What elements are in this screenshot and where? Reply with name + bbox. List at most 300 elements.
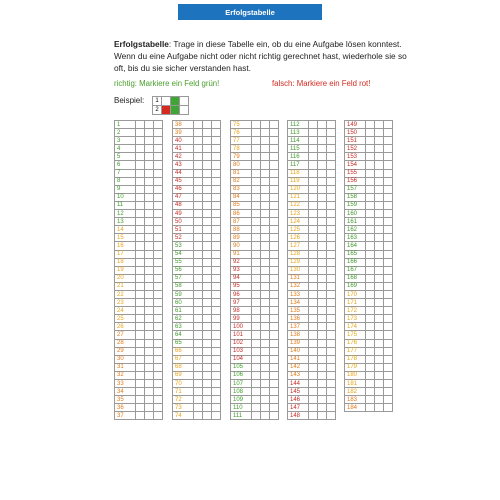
result-cell[interactable]: [154, 355, 163, 363]
result-cell[interactable]: [375, 226, 384, 234]
result-cell[interactable]: [366, 226, 375, 234]
result-cell[interactable]: [270, 121, 279, 129]
result-cell[interactable]: [384, 185, 393, 193]
result-cell[interactable]: [203, 137, 212, 145]
result-cell[interactable]: [327, 201, 336, 209]
result-cell[interactable]: [318, 129, 327, 137]
result-cell[interactable]: [375, 242, 384, 250]
result-cell[interactable]: [145, 380, 154, 388]
result-cell[interactable]: [212, 226, 221, 234]
result-cell[interactable]: [194, 323, 203, 331]
result-cell[interactable]: [261, 185, 270, 193]
result-cell[interactable]: [252, 234, 261, 242]
result-cell[interactable]: [270, 201, 279, 209]
result-cell[interactable]: [327, 218, 336, 226]
result-cell[interactable]: [327, 315, 336, 323]
result-cell[interactable]: [252, 355, 261, 363]
result-cell[interactable]: [318, 169, 327, 177]
result-cell[interactable]: [194, 371, 203, 379]
result-cell[interactable]: [145, 153, 154, 161]
result-cell[interactable]: [375, 201, 384, 209]
result-cell[interactable]: [318, 242, 327, 250]
result-cell[interactable]: [318, 290, 327, 298]
result-cell[interactable]: [270, 137, 279, 145]
result-cell[interactable]: [212, 347, 221, 355]
result-cell[interactable]: [194, 210, 203, 218]
result-cell[interactable]: [261, 363, 270, 371]
result-cell[interactable]: [318, 299, 327, 307]
result-cell[interactable]: [318, 266, 327, 274]
result-cell[interactable]: [145, 404, 154, 412]
result-cell[interactable]: [384, 339, 393, 347]
result-cell[interactable]: [252, 193, 261, 201]
result-cell[interactable]: [375, 266, 384, 274]
result-cell[interactable]: [261, 242, 270, 250]
result-cell[interactable]: [203, 121, 212, 129]
result-cell[interactable]: [145, 226, 154, 234]
result-cell[interactable]: [261, 331, 270, 339]
result-cell[interactable]: [203, 299, 212, 307]
result-cell[interactable]: [212, 380, 221, 388]
result-cell[interactable]: [145, 388, 154, 396]
result-cell[interactable]: [384, 299, 393, 307]
result-cell[interactable]: [327, 234, 336, 242]
result-cell[interactable]: [203, 218, 212, 226]
result-cell[interactable]: [203, 185, 212, 193]
result-cell[interactable]: [384, 404, 393, 412]
result-cell[interactable]: [261, 404, 270, 412]
result-cell[interactable]: [366, 282, 375, 290]
result-cell[interactable]: [270, 307, 279, 315]
result-cell[interactable]: [375, 177, 384, 185]
result-cell[interactable]: [327, 193, 336, 201]
result-cell[interactable]: [384, 347, 393, 355]
result-cell[interactable]: [318, 380, 327, 388]
result-cell[interactable]: [136, 396, 145, 404]
result-cell[interactable]: [212, 177, 221, 185]
result-cell[interactable]: [366, 121, 375, 129]
result-cell[interactable]: [309, 129, 318, 137]
result-cell[interactable]: [327, 169, 336, 177]
result-cell[interactable]: [270, 380, 279, 388]
result-cell[interactable]: [145, 137, 154, 145]
result-cell[interactable]: [212, 137, 221, 145]
result-cell[interactable]: [212, 371, 221, 379]
result-cell[interactable]: [203, 371, 212, 379]
result-cell[interactable]: [203, 201, 212, 209]
result-cell[interactable]: [327, 388, 336, 396]
result-cell[interactable]: [136, 242, 145, 250]
result-cell[interactable]: [327, 266, 336, 274]
result-cell[interactable]: [136, 363, 145, 371]
result-cell[interactable]: [145, 363, 154, 371]
result-cell[interactable]: [366, 371, 375, 379]
result-cell[interactable]: [309, 169, 318, 177]
result-cell[interactable]: [194, 290, 203, 298]
result-cell[interactable]: [366, 355, 375, 363]
result-cell[interactable]: [203, 177, 212, 185]
result-cell[interactable]: [212, 121, 221, 129]
result-cell[interactable]: [203, 226, 212, 234]
result-cell[interactable]: [154, 161, 163, 169]
result-cell[interactable]: [366, 145, 375, 153]
result-cell[interactable]: [154, 290, 163, 298]
result-cell[interactable]: [154, 185, 163, 193]
result-cell[interactable]: [384, 169, 393, 177]
result-cell[interactable]: [154, 153, 163, 161]
result-cell[interactable]: [252, 145, 261, 153]
result-cell[interactable]: [375, 282, 384, 290]
result-cell[interactable]: [270, 210, 279, 218]
result-cell[interactable]: [261, 380, 270, 388]
result-cell[interactable]: [309, 388, 318, 396]
result-cell[interactable]: [136, 274, 145, 282]
result-cell[interactable]: [136, 169, 145, 177]
result-cell[interactable]: [154, 169, 163, 177]
result-cell[interactable]: [203, 258, 212, 266]
result-cell[interactable]: [375, 185, 384, 193]
result-cell[interactable]: [261, 355, 270, 363]
result-cell[interactable]: [252, 218, 261, 226]
result-cell[interactable]: [212, 339, 221, 347]
result-cell[interactable]: [318, 404, 327, 412]
result-cell[interactable]: [194, 137, 203, 145]
result-cell[interactable]: [252, 339, 261, 347]
result-cell[interactable]: [309, 363, 318, 371]
result-cell[interactable]: [145, 290, 154, 298]
result-cell[interactable]: [318, 274, 327, 282]
result-cell[interactable]: [154, 331, 163, 339]
result-cell[interactable]: [252, 250, 261, 258]
result-cell[interactable]: [261, 250, 270, 258]
result-cell[interactable]: [384, 396, 393, 404]
result-cell[interactable]: [384, 218, 393, 226]
result-cell[interactable]: [136, 210, 145, 218]
result-cell[interactable]: [327, 396, 336, 404]
result-cell[interactable]: [375, 323, 384, 331]
result-cell[interactable]: [194, 121, 203, 129]
result-cell[interactable]: [212, 258, 221, 266]
result-cell[interactable]: [270, 193, 279, 201]
result-cell[interactable]: [261, 121, 270, 129]
result-cell[interactable]: [384, 274, 393, 282]
result-cell[interactable]: [154, 242, 163, 250]
result-cell[interactable]: [136, 226, 145, 234]
result-cell[interactable]: [318, 218, 327, 226]
result-cell[interactable]: [318, 258, 327, 266]
result-cell[interactable]: [136, 323, 145, 331]
result-cell[interactable]: [252, 169, 261, 177]
result-cell[interactable]: [375, 129, 384, 137]
result-cell[interactable]: [252, 371, 261, 379]
result-cell[interactable]: [154, 226, 163, 234]
result-cell[interactable]: [194, 226, 203, 234]
result-cell[interactable]: [261, 388, 270, 396]
result-cell[interactable]: [366, 331, 375, 339]
result-cell[interactable]: [136, 129, 145, 137]
result-cell[interactable]: [203, 388, 212, 396]
result-cell[interactable]: [375, 299, 384, 307]
result-cell[interactable]: [366, 315, 375, 323]
result-cell[interactable]: [309, 315, 318, 323]
result-cell[interactable]: [261, 258, 270, 266]
result-cell[interactable]: [366, 250, 375, 258]
result-cell[interactable]: [154, 234, 163, 242]
result-cell[interactable]: [194, 201, 203, 209]
result-cell[interactable]: [366, 218, 375, 226]
result-cell[interactable]: [375, 210, 384, 218]
result-cell[interactable]: [384, 323, 393, 331]
result-cell[interactable]: [366, 396, 375, 404]
result-cell[interactable]: [136, 307, 145, 315]
result-cell[interactable]: [194, 363, 203, 371]
result-cell[interactable]: [203, 274, 212, 282]
result-cell[interactable]: [203, 347, 212, 355]
result-cell[interactable]: [327, 371, 336, 379]
result-cell[interactable]: [252, 129, 261, 137]
result-cell[interactable]: [270, 242, 279, 250]
result-cell[interactable]: [154, 282, 163, 290]
result-cell[interactable]: [384, 193, 393, 201]
result-cell[interactable]: [309, 323, 318, 331]
result-cell[interactable]: [327, 242, 336, 250]
result-cell[interactable]: [261, 266, 270, 274]
result-cell[interactable]: [384, 266, 393, 274]
result-cell[interactable]: [252, 210, 261, 218]
result-cell[interactable]: [309, 274, 318, 282]
result-cell[interactable]: [136, 331, 145, 339]
result-cell[interactable]: [270, 218, 279, 226]
result-cell[interactable]: [270, 323, 279, 331]
result-cell[interactable]: [145, 258, 154, 266]
result-cell[interactable]: [270, 234, 279, 242]
result-cell[interactable]: [136, 388, 145, 396]
result-cell[interactable]: [212, 242, 221, 250]
result-cell[interactable]: [154, 315, 163, 323]
result-cell[interactable]: [212, 266, 221, 274]
result-cell[interactable]: [270, 339, 279, 347]
result-cell[interactable]: [270, 363, 279, 371]
result-cell[interactable]: [366, 266, 375, 274]
result-cell[interactable]: [252, 282, 261, 290]
result-cell[interactable]: [136, 266, 145, 274]
result-cell[interactable]: [203, 339, 212, 347]
result-cell[interactable]: [194, 396, 203, 404]
result-cell[interactable]: [136, 121, 145, 129]
result-cell[interactable]: [252, 412, 261, 420]
result-cell[interactable]: [309, 193, 318, 201]
result-cell[interactable]: [309, 185, 318, 193]
result-cell[interactable]: [136, 290, 145, 298]
result-cell[interactable]: [203, 161, 212, 169]
result-cell[interactable]: [203, 234, 212, 242]
result-cell[interactable]: [136, 347, 145, 355]
result-cell[interactable]: [203, 145, 212, 153]
result-cell[interactable]: [318, 201, 327, 209]
result-cell[interactable]: [318, 396, 327, 404]
result-cell[interactable]: [327, 347, 336, 355]
result-cell[interactable]: [261, 307, 270, 315]
result-cell[interactable]: [194, 193, 203, 201]
result-cell[interactable]: [327, 161, 336, 169]
result-cell[interactable]: [327, 404, 336, 412]
result-cell[interactable]: [375, 380, 384, 388]
result-cell[interactable]: [212, 388, 221, 396]
result-cell[interactable]: [327, 129, 336, 137]
result-cell[interactable]: [318, 234, 327, 242]
result-cell[interactable]: [136, 161, 145, 169]
result-cell[interactable]: [366, 242, 375, 250]
result-cell[interactable]: [154, 137, 163, 145]
result-cell[interactable]: [270, 412, 279, 420]
result-cell[interactable]: [252, 315, 261, 323]
result-cell[interactable]: [145, 250, 154, 258]
result-cell[interactable]: [384, 331, 393, 339]
result-cell[interactable]: [154, 210, 163, 218]
result-cell[interactable]: [212, 145, 221, 153]
result-cell[interactable]: [270, 282, 279, 290]
result-cell[interactable]: [309, 161, 318, 169]
result-cell[interactable]: [270, 299, 279, 307]
result-cell[interactable]: [136, 218, 145, 226]
result-cell[interactable]: [136, 145, 145, 153]
result-cell[interactable]: [261, 137, 270, 145]
result-cell[interactable]: [252, 242, 261, 250]
result-cell[interactable]: [194, 129, 203, 137]
result-cell[interactable]: [252, 299, 261, 307]
result-cell[interactable]: [318, 193, 327, 201]
result-cell[interactable]: [309, 218, 318, 226]
result-cell[interactable]: [212, 363, 221, 371]
result-cell[interactable]: [212, 153, 221, 161]
result-cell[interactable]: [252, 363, 261, 371]
result-cell[interactable]: [145, 412, 154, 420]
result-cell[interactable]: [136, 412, 145, 420]
result-cell[interactable]: [203, 315, 212, 323]
result-cell[interactable]: [327, 210, 336, 218]
result-cell[interactable]: [212, 193, 221, 201]
result-cell[interactable]: [366, 323, 375, 331]
result-cell[interactable]: [270, 347, 279, 355]
result-cell[interactable]: [327, 331, 336, 339]
result-cell[interactable]: [145, 201, 154, 209]
result-cell[interactable]: [136, 380, 145, 388]
result-cell[interactable]: [270, 169, 279, 177]
result-cell[interactable]: [145, 371, 154, 379]
result-cell[interactable]: [252, 177, 261, 185]
result-cell[interactable]: [309, 266, 318, 274]
result-cell[interactable]: [327, 380, 336, 388]
result-cell[interactable]: [261, 412, 270, 420]
result-cell[interactable]: [375, 153, 384, 161]
result-cell[interactable]: [194, 388, 203, 396]
result-cell[interactable]: [154, 347, 163, 355]
result-cell[interactable]: [327, 250, 336, 258]
result-cell[interactable]: [318, 371, 327, 379]
result-cell[interactable]: [252, 201, 261, 209]
result-cell[interactable]: [212, 201, 221, 209]
result-cell[interactable]: [252, 153, 261, 161]
result-cell[interactable]: [318, 153, 327, 161]
result-cell[interactable]: [194, 258, 203, 266]
result-cell[interactable]: [384, 161, 393, 169]
result-cell[interactable]: [366, 169, 375, 177]
result-cell[interactable]: [270, 153, 279, 161]
result-cell[interactable]: [309, 226, 318, 234]
result-cell[interactable]: [270, 331, 279, 339]
result-cell[interactable]: [318, 145, 327, 153]
result-cell[interactable]: [145, 129, 154, 137]
result-cell[interactable]: [384, 145, 393, 153]
result-cell[interactable]: [252, 323, 261, 331]
result-cell[interactable]: [136, 299, 145, 307]
result-cell[interactable]: [261, 226, 270, 234]
result-cell[interactable]: [154, 339, 163, 347]
result-cell[interactable]: [261, 347, 270, 355]
result-cell[interactable]: [145, 177, 154, 185]
result-cell[interactable]: [375, 339, 384, 347]
result-cell[interactable]: [136, 193, 145, 201]
result-cell[interactable]: [375, 121, 384, 129]
result-cell[interactable]: [309, 290, 318, 298]
result-cell[interactable]: [194, 177, 203, 185]
result-cell[interactable]: [309, 380, 318, 388]
result-cell[interactable]: [375, 404, 384, 412]
result-cell[interactable]: [375, 315, 384, 323]
result-cell[interactable]: [212, 404, 221, 412]
result-cell[interactable]: [145, 282, 154, 290]
result-cell[interactable]: [318, 339, 327, 347]
result-cell[interactable]: [194, 185, 203, 193]
result-cell[interactable]: [384, 290, 393, 298]
result-cell[interactable]: [203, 169, 212, 177]
result-cell[interactable]: [261, 299, 270, 307]
result-cell[interactable]: [327, 177, 336, 185]
result-cell[interactable]: [261, 169, 270, 177]
result-cell[interactable]: [136, 250, 145, 258]
result-cell[interactable]: [384, 355, 393, 363]
result-cell[interactable]: [154, 250, 163, 258]
result-cell[interactable]: [194, 299, 203, 307]
result-cell[interactable]: [375, 193, 384, 201]
result-cell[interactable]: [154, 201, 163, 209]
result-cell[interactable]: [252, 404, 261, 412]
result-cell[interactable]: [136, 282, 145, 290]
result-cell[interactable]: [212, 250, 221, 258]
result-cell[interactable]: [384, 234, 393, 242]
result-cell[interactable]: [194, 145, 203, 153]
result-cell[interactable]: [261, 210, 270, 218]
result-cell[interactable]: [145, 339, 154, 347]
result-cell[interactable]: [375, 137, 384, 145]
result-cell[interactable]: [366, 347, 375, 355]
result-cell[interactable]: [366, 193, 375, 201]
result-cell[interactable]: [261, 371, 270, 379]
result-cell[interactable]: [154, 363, 163, 371]
result-cell[interactable]: [327, 258, 336, 266]
result-cell[interactable]: [145, 218, 154, 226]
result-cell[interactable]: [375, 331, 384, 339]
result-cell[interactable]: [375, 396, 384, 404]
result-cell[interactable]: [309, 412, 318, 420]
result-cell[interactable]: [261, 161, 270, 169]
result-cell[interactable]: [194, 218, 203, 226]
result-cell[interactable]: [203, 363, 212, 371]
result-cell[interactable]: [203, 323, 212, 331]
result-cell[interactable]: [203, 282, 212, 290]
result-cell[interactable]: [145, 161, 154, 169]
result-cell[interactable]: [203, 266, 212, 274]
